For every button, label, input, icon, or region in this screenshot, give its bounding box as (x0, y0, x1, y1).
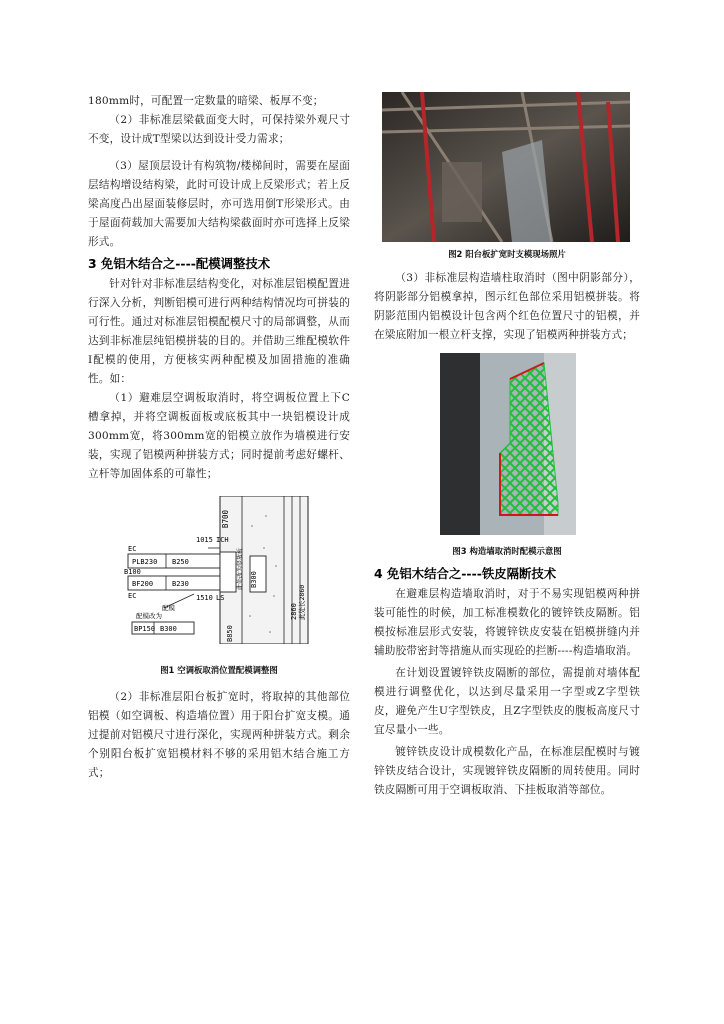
paragraph-5: （1）避难层空调板取消时，将空调板位置上下C槽拿掉，并将空调板面板或底板其中一块铝模设计成300mm宽，将300mm宽的铝模立放作为墙模进行安装，实现了铝模两种拼装方式；同时提前考虑好螺杆、立杆等加固体系的可靠性； (88, 392, 350, 480)
figure-1-caption: 图1 空调板取消位置配模调整图 (160, 665, 278, 675)
fig1-label-plb230: PLB230 (132, 558, 158, 566)
paragraph-8: 在避难层构造墙取消时，对于不易实现铝模两种拼装可能性的时候，加工标准模数化的镀锌铁皮隔断。铝模按标准层形式安装，将镀锌铁皮安装在铝模拼缝内并辅助胶带密封等措施从而实现砼的拦断----构造墙取消。 (374, 588, 640, 657)
fig1-note-2: 配模改为 (136, 612, 162, 620)
paragraph-3: （3）屋顶层设计有构筑物/楼梯间时，需要在屋面层结构增设结构梁，此时可设计成上反梁形式；若上反梁高度凸出屋面装修层时，亦可选用倒T形梁形式。由于屋面荷载加大需要加大结构梁截面时亦可选择上反梁形式。 (88, 160, 350, 248)
paragraph-9: 在计划设置镀锌铁皮隔断的部位，需提前对墙体配模进行调整优化，以达到尽量采用一字型或Z字型铁皮，避免产生U字型铁皮，且Z字型铁皮的腹板高度尺寸宜尽量小一些。 (374, 667, 640, 736)
fig1-label-b100: B100 (124, 568, 141, 576)
section-3-heading: 3 免铝木结合之----配模调整技术 (88, 256, 271, 271)
paragraph-10: 镀锌铁皮设计成模数化产品，在标准层配模时与镀锌铁皮结合设计，实现镀锌铁皮隔断的周转使用。同时铁皮隔断可用于空调板取消、下挂板取消等部位。 (374, 746, 640, 796)
fig1-label-2860: 2860 (290, 603, 298, 620)
figure-3-svg (440, 353, 576, 535)
figure-3-diagram (440, 353, 576, 535)
fig1-label-b300: B300 (250, 571, 258, 588)
paragraph-6: （2）非标准层阳台板扩宽时，将取掉的其他部位铝模（如空调板、构造墙位置）用于阳台扩宽支模。通过提前对铝模尺寸进行深化，实现两种拼装方式。剩余个别阳台板扩宽铝模材料不够的采用铝木结合施工方式； (88, 691, 350, 779)
fig1-label-ich: ICH (216, 536, 229, 544)
paragraph-4: 针对针对非标准层结构变化，对标准层铝模配置进行深入分析，判断铝模可进行两种结构情况均可拼装的可行性。通过对标准层铝模配模尺寸的局部调整，从而达到非标准层纯铝模拼装的目的。并借助三维配模软件I配模的使用，方便核实两种配模及加固措施的准确性。如： (88, 278, 350, 385)
figure-3-caption: 图3 构造墙取消时配模示意图 (452, 546, 562, 556)
fig1-label-b230: B230 (172, 580, 189, 588)
paragraph-1: 180mm时，可配置一定数量的暗梁、板厚不变； (88, 95, 324, 107)
fig1-label-b700: B700 (221, 510, 230, 529)
figure-2-photo (382, 92, 630, 242)
fig1-label-span: 此处长2860 (298, 584, 306, 620)
section-4-heading: 4 免铝木结合之----铁皮隔断技术 (374, 566, 557, 581)
fig1-label-1015: 1015 (196, 536, 213, 544)
figure-2-svg (382, 92, 630, 242)
fig1-label-bp150: BP150 (134, 625, 156, 633)
fig1-label-bf200: BF200 (132, 580, 154, 588)
left-column (88, 92, 350, 783)
fig1-label-b300-2: B300 (160, 625, 177, 633)
fig1-label-b850: B850 (226, 625, 234, 642)
fig1-label-ls: LS (216, 594, 225, 602)
figure-1-drawing (124, 496, 344, 644)
fig1-label-b250: B250 (172, 558, 189, 566)
fig1-label-1510: 1510 (196, 594, 213, 602)
fig1-label-peimo: 配模 (162, 604, 175, 612)
dark-wall (440, 353, 480, 535)
fig1-label-ec: EC (128, 545, 137, 553)
fig1-label-ec-2: EC (128, 592, 137, 600)
right-column (374, 92, 640, 800)
fig1-note: 此处改为竖放板 (237, 547, 244, 590)
paragraph-7: （3）非标准层构造墙柱取消时（图中阴影部分），将阴影部分铝模拿掉，图示红色部位采用铝模拼装。将阴影范围内铝模设计包含两个红色位置尺寸的铝模，并在梁底附加一根立杆支撑，实现了铝模两种拼装方式； (374, 272, 640, 341)
paragraph-2: （2）非标准层梁截面变大时，可保持梁外观尺寸不变，设计成T型梁以达到设计受力需求； (88, 114, 350, 145)
figure-2-caption: 图2 阳台板扩宽时支模现场照片 (448, 249, 566, 259)
figure-1-svg (124, 496, 344, 644)
